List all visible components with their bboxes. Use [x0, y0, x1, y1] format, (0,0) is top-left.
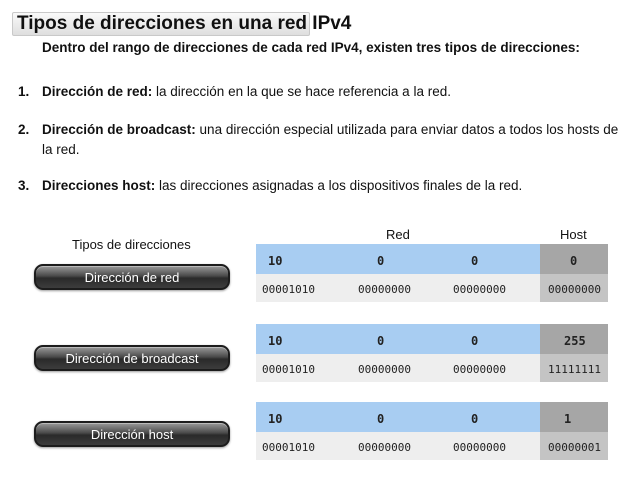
list-number: 2. — [18, 122, 30, 137]
list-item — [18, 176, 626, 196]
list-term: Dirección de red: — [42, 84, 153, 99]
address-table-host — [256, 402, 608, 460]
octet-2-binary: 00000000 — [358, 441, 411, 454]
list-desc: la dirección en la que se hace referencia a la red. — [152, 84, 451, 99]
types-heading: Tipos de direcciones — [72, 237, 191, 252]
octet-4-binary: 00000000 — [548, 283, 601, 296]
broadcast-address-button[interactable]: Dirección de broadcast — [34, 345, 230, 371]
list-desc: una dirección especial utilizada para enviar datos a todos los hosts de la red. — [42, 122, 619, 157]
slide-title: Tipos de direcciones en una red IPv4 — [12, 12, 310, 36]
network-address-button[interactable]: Dirección de red — [34, 264, 230, 290]
list-term: Direcciones host: — [42, 178, 156, 193]
octet-4-decimal: 0 — [570, 254, 578, 268]
address-table-network — [256, 244, 608, 302]
octet-1-decimal: 10 — [268, 334, 283, 348]
list-item — [18, 120, 626, 160]
octet-4-decimal: 255 — [564, 334, 586, 348]
list-term: Dirección de broadcast: — [42, 122, 196, 137]
octet-2-binary: 00000000 — [358, 283, 411, 296]
octet-4-binary: 11111111 — [548, 363, 601, 376]
decimal-row — [256, 244, 540, 274]
octet-1-decimal: 10 — [268, 412, 283, 426]
octet-3-decimal: 0 — [471, 254, 479, 268]
address-table-broadcast — [256, 324, 608, 382]
octet-1-binary: 00001010 — [262, 363, 315, 376]
octet-2-decimal: 0 — [377, 254, 385, 268]
octet-3-decimal: 0 — [471, 412, 479, 426]
decimal-row — [256, 324, 540, 354]
column-host-heading: Host — [560, 227, 587, 242]
list-item — [18, 82, 626, 102]
octet-3-binary: 00000000 — [453, 441, 506, 454]
intro-text: Dentro del rango de direcciones de cada red IPv4, existen tres tipos de direcciones: — [42, 40, 580, 55]
octet-3-binary: 00000000 — [453, 283, 506, 296]
column-red-heading: Red — [386, 227, 410, 242]
list-number: 1. — [18, 84, 30, 99]
octet-4-binary: 00000001 — [548, 441, 601, 454]
octet-2-decimal: 0 — [377, 412, 385, 426]
octet-3-decimal: 0 — [471, 334, 479, 348]
octet-2-binary: 00000000 — [358, 363, 411, 376]
octet-1-binary: 00001010 — [262, 441, 315, 454]
decimal-row — [256, 402, 540, 432]
list-desc: las direcciones asignadas a los dispositivos finales de la red. — [155, 178, 523, 193]
host-decimal-cell — [540, 402, 608, 432]
host-address-button[interactable]: Dirección host — [34, 421, 230, 447]
octet-1-binary: 00001010 — [262, 283, 315, 296]
octet-2-decimal: 0 — [377, 334, 385, 348]
list-number: 3. — [18, 178, 30, 193]
octet-3-binary: 00000000 — [453, 363, 506, 376]
octet-4-decimal: 1 — [564, 412, 572, 426]
octet-1-decimal: 10 — [268, 254, 283, 268]
